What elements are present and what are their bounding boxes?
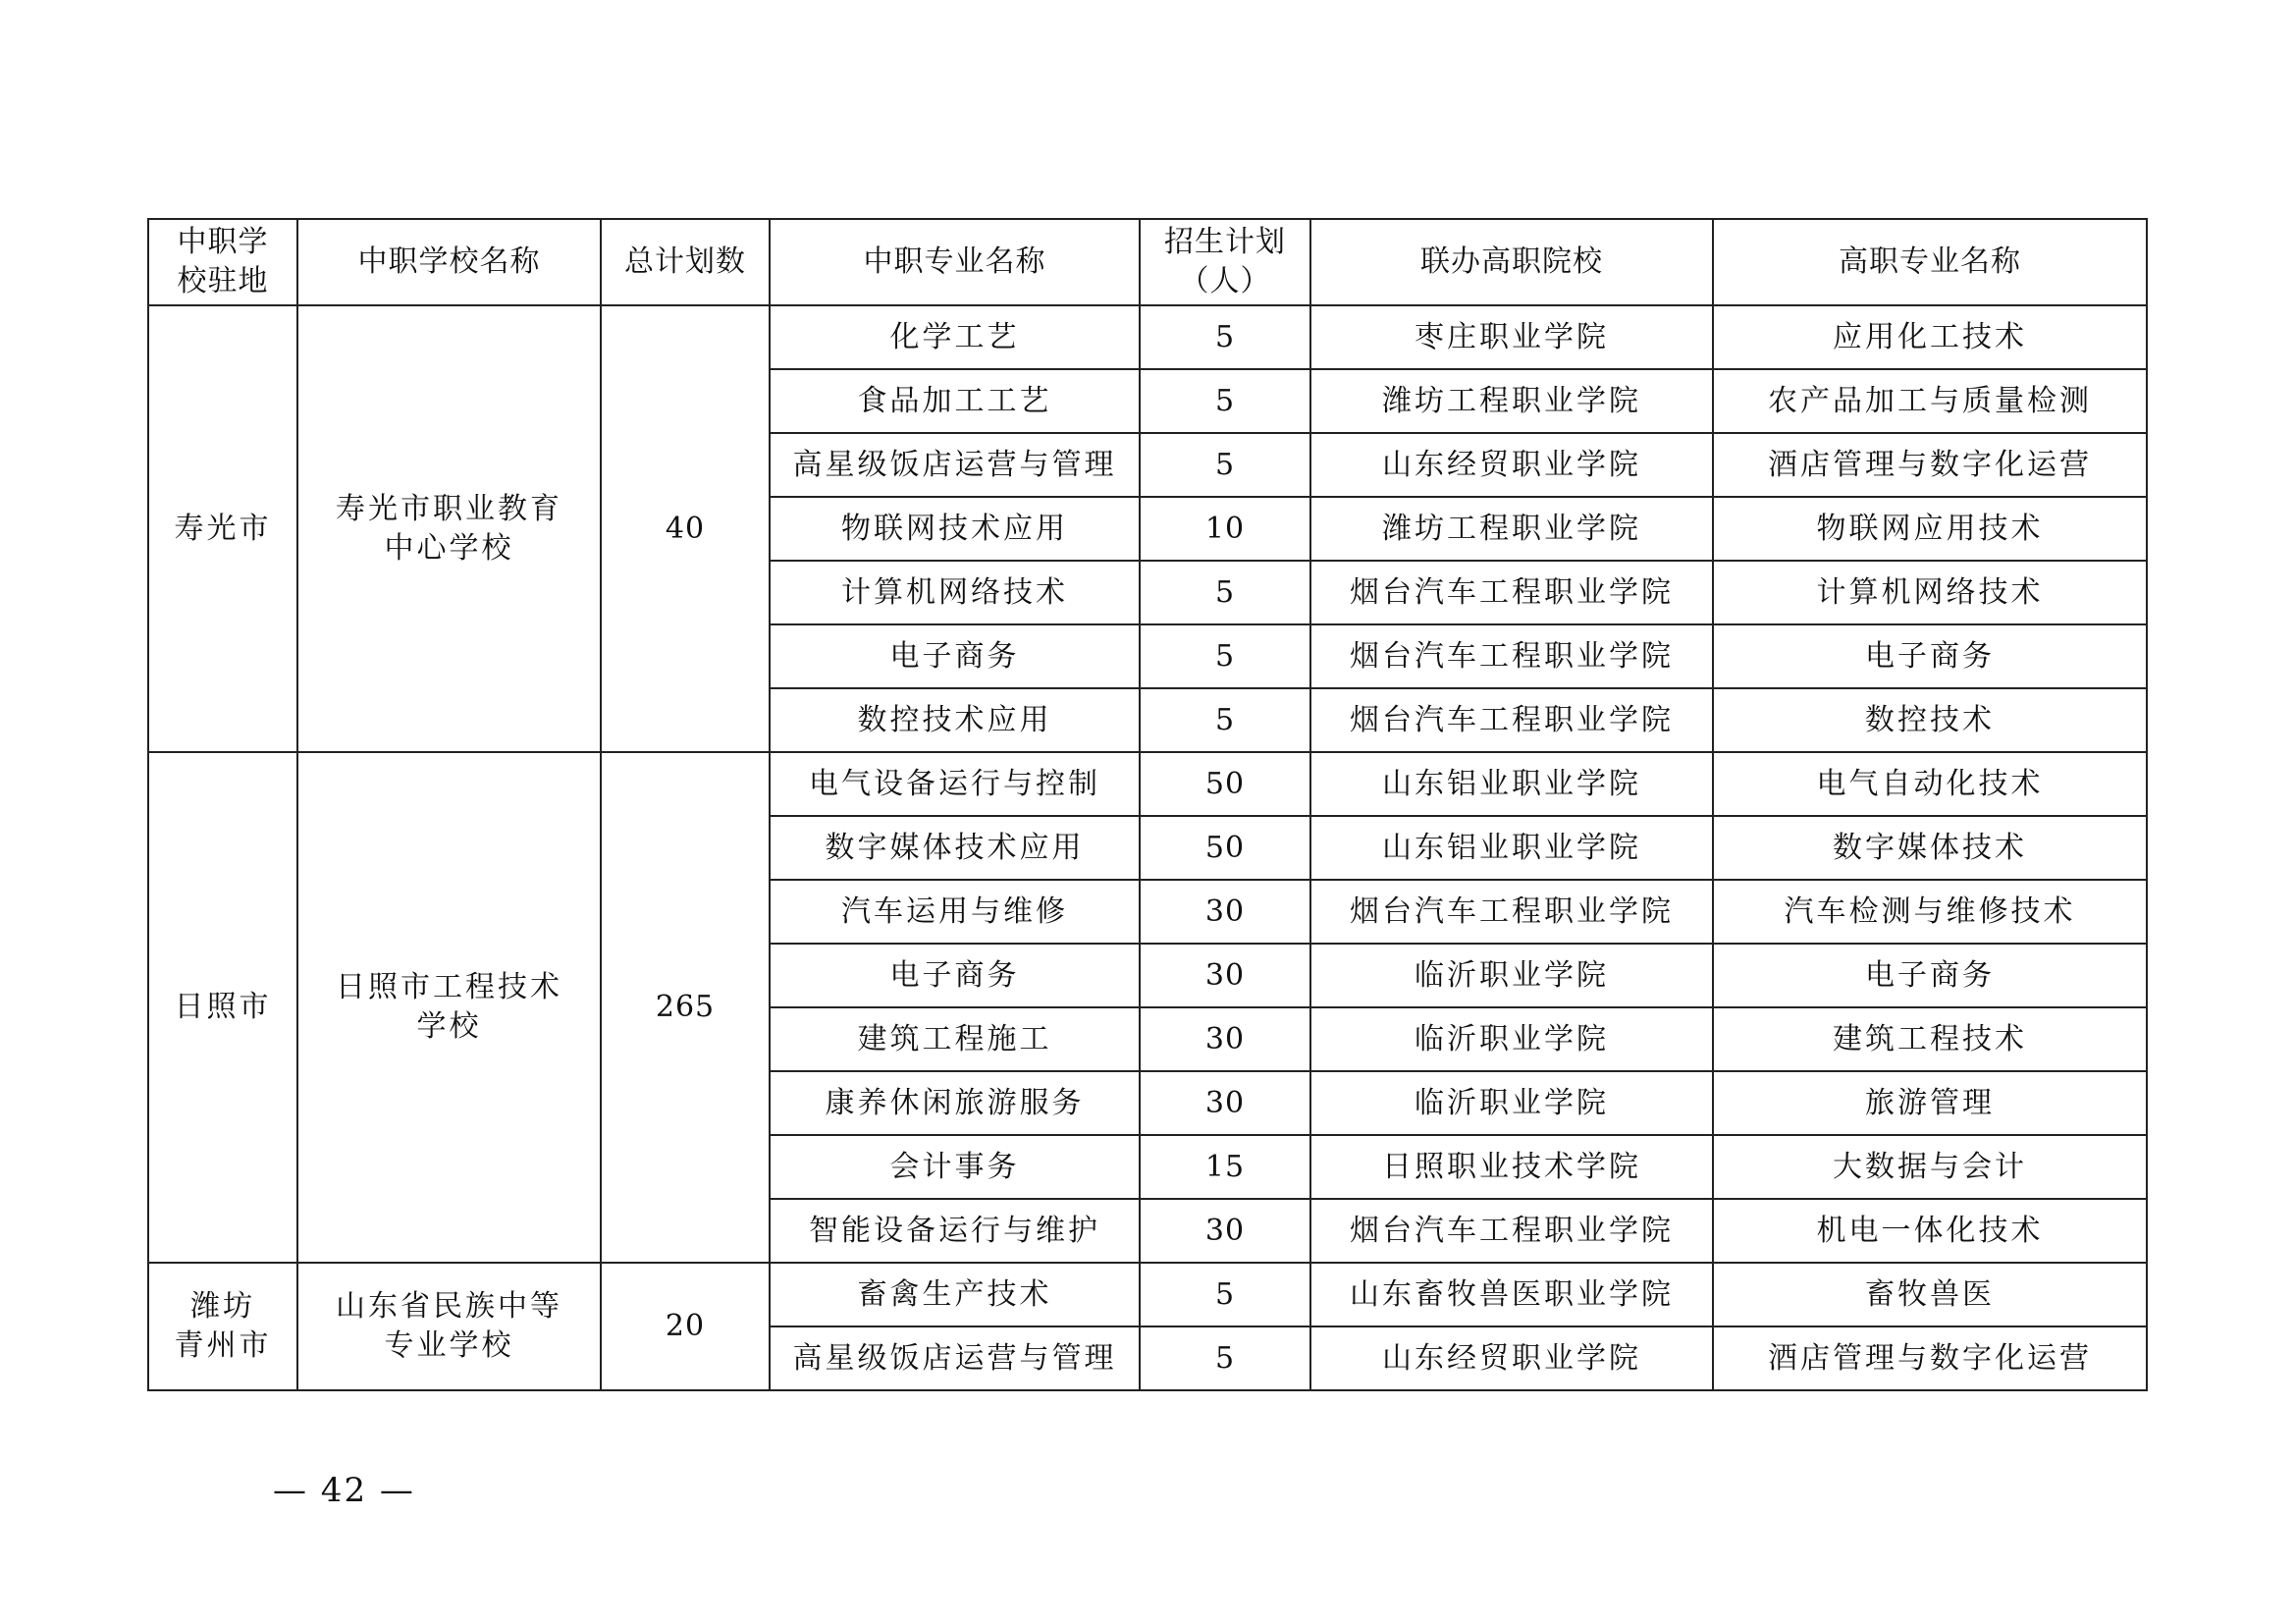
major-name-cell: 物联网技术应用 xyxy=(770,497,1140,561)
partner-college-cell: 临沂职业学院 xyxy=(1310,944,1713,1007)
college-major-cell: 物联网应用技术 xyxy=(1713,497,2147,561)
header-location: 中职学 校驻地 xyxy=(148,219,297,305)
college-major-cell: 数控技术 xyxy=(1713,688,2147,752)
school-location-cell: 潍坊 青州市 xyxy=(148,1263,297,1390)
major-name-cell: 电子商务 xyxy=(770,624,1140,688)
enrollment-plan-cell: 5 xyxy=(1140,1263,1310,1326)
partner-college-cell: 山东铝业职业学院 xyxy=(1310,816,1713,880)
college-major-cell: 农产品加工与质量检测 xyxy=(1713,369,2147,433)
major-name-cell: 康养休闲旅游服务 xyxy=(770,1071,1140,1135)
enrollment-plan-cell: 15 xyxy=(1140,1135,1310,1199)
major-name-cell: 高星级饭店运营与管理 xyxy=(770,433,1140,497)
major-name-cell: 汽车运用与维修 xyxy=(770,880,1140,944)
table-header-row xyxy=(148,219,2147,305)
enrollment-plan-cell: 5 xyxy=(1140,369,1310,433)
enrollment-plan-table xyxy=(147,218,2148,1391)
major-name-cell: 会计事务 xyxy=(770,1135,1140,1199)
partner-college-cell: 山东畜牧兽医职业学院 xyxy=(1310,1263,1713,1326)
header-major-name: 中职专业名称 xyxy=(770,219,1140,305)
major-name-cell: 食品加工工艺 xyxy=(770,369,1140,433)
table-body xyxy=(148,305,2147,1390)
enrollment-plan-cell: 30 xyxy=(1140,944,1310,1007)
table-row xyxy=(148,752,2147,816)
college-major-cell: 电气自动化技术 xyxy=(1713,752,2147,816)
school-name-cell: 日照市工程技术 学校 xyxy=(297,752,601,1263)
partner-college-cell: 烟台汽车工程职业学院 xyxy=(1310,561,1713,624)
header-college-major: 高职专业名称 xyxy=(1713,219,2147,305)
college-major-cell: 应用化工技术 xyxy=(1713,305,2147,369)
college-major-cell: 电子商务 xyxy=(1713,624,2147,688)
major-name-cell: 电子商务 xyxy=(770,944,1140,1007)
partner-college-cell: 山东经贸职业学院 xyxy=(1310,1326,1713,1390)
header-total-plan: 总计划数 xyxy=(601,219,770,305)
partner-college-cell: 枣庄职业学院 xyxy=(1310,305,1713,369)
major-name-cell: 建筑工程施工 xyxy=(770,1007,1140,1071)
college-major-cell: 酒店管理与数字化运营 xyxy=(1713,1326,2147,1390)
enrollment-plan-cell: 5 xyxy=(1140,688,1310,752)
table-row xyxy=(148,1263,2147,1326)
total-plan-cell: 40 xyxy=(601,305,770,752)
header-partner-college: 联办高职院校 xyxy=(1310,219,1713,305)
enrollment-plan-cell: 5 xyxy=(1140,624,1310,688)
total-plan-cell: 265 xyxy=(601,752,770,1263)
enrollment-plan-cell: 5 xyxy=(1140,433,1310,497)
enrollment-plan-cell: 30 xyxy=(1140,1199,1310,1263)
college-major-cell: 畜牧兽医 xyxy=(1713,1263,2147,1326)
major-name-cell: 数字媒体技术应用 xyxy=(770,816,1140,880)
major-name-cell: 畜禽生产技术 xyxy=(770,1263,1140,1326)
major-name-cell: 化学工艺 xyxy=(770,305,1140,369)
partner-college-cell: 临沂职业学院 xyxy=(1310,1071,1713,1135)
enrollment-plan-cell: 50 xyxy=(1140,752,1310,816)
enrollment-plan-cell: 30 xyxy=(1140,1007,1310,1071)
major-name-cell: 电气设备运行与控制 xyxy=(770,752,1140,816)
enrollment-plan-cell: 30 xyxy=(1140,1071,1310,1135)
partner-college-cell: 山东经贸职业学院 xyxy=(1310,433,1713,497)
school-name-cell: 寿光市职业教育 中心学校 xyxy=(297,305,601,752)
college-major-cell: 汽车检测与维修技术 xyxy=(1713,880,2147,944)
table-row xyxy=(148,305,2147,369)
partner-college-cell: 潍坊工程职业学院 xyxy=(1310,497,1713,561)
enrollment-plan-cell: 50 xyxy=(1140,816,1310,880)
enrollment-plan-cell: 30 xyxy=(1140,880,1310,944)
partner-college-cell: 烟台汽车工程职业学院 xyxy=(1310,688,1713,752)
college-major-cell: 数字媒体技术 xyxy=(1713,816,2147,880)
major-name-cell: 高星级饭店运营与管理 xyxy=(770,1326,1140,1390)
school-location-cell: 日照市 xyxy=(148,752,297,1263)
college-major-cell: 计算机网络技术 xyxy=(1713,561,2147,624)
school-location-cell: 寿光市 xyxy=(148,305,297,752)
enrollment-plan-cell: 5 xyxy=(1140,305,1310,369)
school-name-cell: 山东省民族中等 专业学校 xyxy=(297,1263,601,1390)
total-plan-cell: 20 xyxy=(601,1263,770,1390)
partner-college-cell: 日照职业技术学院 xyxy=(1310,1135,1713,1199)
partner-college-cell: 烟台汽车工程职业学院 xyxy=(1310,1199,1713,1263)
enrollment-plan-cell: 5 xyxy=(1140,561,1310,624)
partner-college-cell: 潍坊工程职业学院 xyxy=(1310,369,1713,433)
college-major-cell: 旅游管理 xyxy=(1713,1071,2147,1135)
college-major-cell: 酒店管理与数字化运营 xyxy=(1713,433,2147,497)
college-major-cell: 机电一体化技术 xyxy=(1713,1199,2147,1263)
header-school-name: 中职学校名称 xyxy=(297,219,601,305)
page-number: — 42 — xyxy=(273,1471,415,1510)
major-name-cell: 智能设备运行与维护 xyxy=(770,1199,1140,1263)
partner-college-cell: 烟台汽车工程职业学院 xyxy=(1310,880,1713,944)
college-major-cell: 建筑工程技术 xyxy=(1713,1007,2147,1071)
college-major-cell: 电子商务 xyxy=(1713,944,2147,1007)
major-name-cell: 计算机网络技术 xyxy=(770,561,1140,624)
partner-college-cell: 临沂职业学院 xyxy=(1310,1007,1713,1071)
major-name-cell: 数控技术应用 xyxy=(770,688,1140,752)
enrollment-plan-cell: 10 xyxy=(1140,497,1310,561)
enrollment-plan-cell: 5 xyxy=(1140,1326,1310,1390)
header-enrollment-plan: 招生计划 （人） xyxy=(1140,219,1310,305)
partner-college-cell: 山东铝业职业学院 xyxy=(1310,752,1713,816)
college-major-cell: 大数据与会计 xyxy=(1713,1135,2147,1199)
partner-college-cell: 烟台汽车工程职业学院 xyxy=(1310,624,1713,688)
